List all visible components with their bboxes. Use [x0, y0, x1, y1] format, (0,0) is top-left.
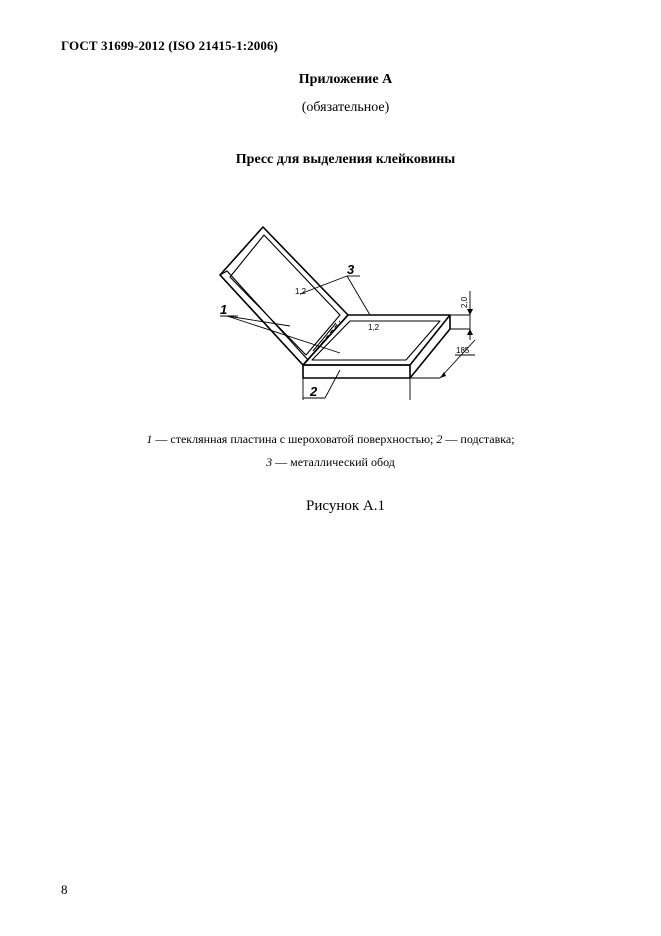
- figure-legend-line-1: [0, 432, 661, 447]
- page-number: 8: [61, 882, 68, 897]
- callout-3: 3: [347, 262, 355, 277]
- legend-text-2: — подставка;: [442, 432, 515, 446]
- legend-number-1: 1: [146, 432, 153, 446]
- callout-2: 2: [310, 384, 318, 399]
- legend-text-1: — стеклянная пластина с шероховатой поверхностью;: [152, 432, 437, 446]
- legend-text-3: — металлический обод: [272, 455, 395, 469]
- press-technical-drawing: [200, 215, 490, 405]
- appendix-status: (обязательное): [301, 100, 390, 115]
- figure-title: Пресс для выделения клейковины: [235, 152, 456, 167]
- legend-number-2: 2: [436, 432, 443, 446]
- appendix-title: Приложение А: [298, 72, 393, 87]
- figure-label: Рисунок А.1: [306, 498, 385, 514]
- top-plate-inner: [230, 235, 340, 355]
- dim-gap-base: 1,2: [368, 323, 380, 332]
- figure-legend-line-2: [0, 455, 661, 470]
- legend-number-3: 3: [266, 455, 273, 469]
- dim-thickness: 2,0: [460, 296, 469, 308]
- document-header-code: ГОСТ 31699-2012 (ISO 21415-1:2006): [61, 38, 278, 53]
- stand-front: [303, 365, 410, 378]
- dim-width: 185: [456, 346, 470, 355]
- dim-gap-top: 1,2: [295, 287, 307, 296]
- callout-1: 1: [220, 302, 228, 317]
